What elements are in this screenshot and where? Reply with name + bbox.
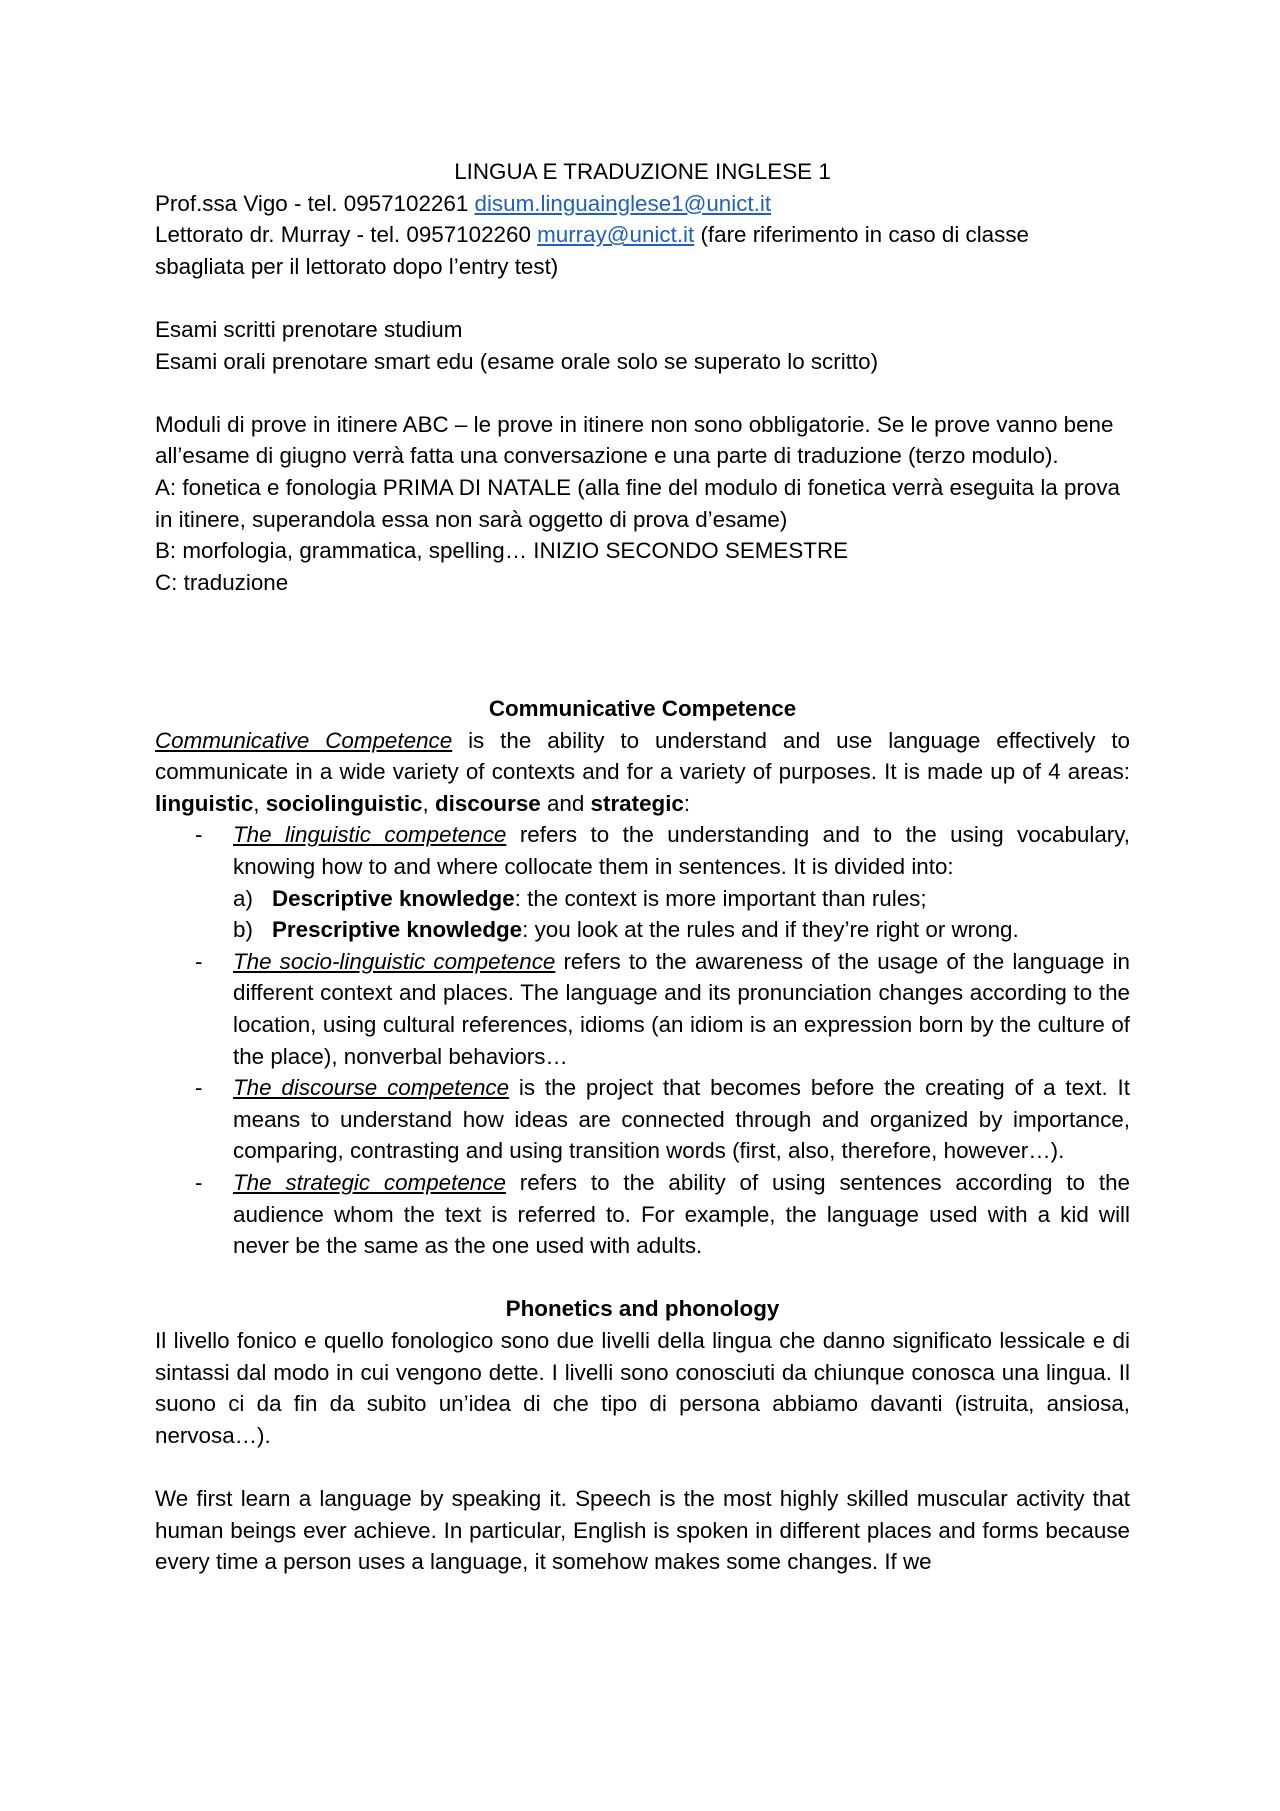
list-item-term: The strategic competence — [233, 1170, 506, 1196]
module-a: A: fonetica e fonologia PRIMA DI NATALE (alla fine del modulo di fonetica verrà eseguita la prova in itinere, superandola essa non sarà oggetto di prova d’esame) — [155, 474, 1120, 532]
spacer — [155, 377, 1130, 409]
list-item-term: The discourse competence — [233, 1075, 510, 1101]
separator: and — [540, 790, 591, 816]
list-item-discourse — [155, 1072, 1130, 1167]
professor-contact — [155, 188, 1130, 220]
professor-email-link[interactable]: disum.linguainglese1@unict.it — [474, 190, 772, 216]
area-linguistic: linguistic — [155, 790, 254, 816]
phonetics-paragraph-2: We first learn a language by speaking it. Speech is the most highly skilled muscular activity that human beings ever achieve. In particular, English is spoken in different places and forms because every time a person uses a language, it somehow makes some changes. If we — [155, 1485, 1130, 1575]
sub-marker: a) — [233, 885, 253, 911]
sub-item-prescriptive — [155, 914, 1130, 946]
module-b: B: morfologia, grammatica, spelling… INIZIO SECONDO SEMESTRE — [155, 538, 849, 564]
communicative-competence-intro — [155, 725, 1130, 820]
spacer — [155, 598, 1130, 693]
intro-text: is the ability to understand and use language effectively to communicate in a wide variety of contexts and for a variety of purposes. It is made up of 4 areas: — [155, 727, 1130, 785]
separator: , — [253, 790, 266, 816]
list-item-term: The linguistic competence — [233, 822, 507, 848]
section-heading-phonetics: Phonetics and phonology — [505, 1296, 780, 1322]
dash-marker: - — [195, 1170, 203, 1196]
list-item-strategic — [155, 1167, 1130, 1262]
list-item-linguistic — [155, 819, 1130, 882]
separator: , — [422, 790, 435, 816]
lettorato-note-continued: sbagliata per il lettorato dopo l’entry test) — [155, 253, 559, 279]
area-discourse: discourse — [434, 790, 541, 816]
phonetics-paragraph-1: Il livello fonico e quello fonologico sono due livelli della lingua che danno significato lessicale e di sintassi dal modo in cui vengono dette. I livelli sono conosciuti da chiunque conosca una lingua. Il suono ci da fin da subito un’idea di che tipo di persona abbiamo davanti (istruita, ansiosa, nervosa…). — [155, 1327, 1130, 1448]
spacer — [155, 1262, 1130, 1294]
list-item-term: The socio-linguistic competence — [233, 948, 556, 974]
sub-item-term: Prescriptive knowledge — [272, 917, 523, 943]
document-title: LINGUA E TRADUZIONE INGLESE 1 — [454, 159, 831, 184]
spacer — [155, 1451, 1130, 1483]
section-heading-communicative-competence: Communicative Competence — [488, 696, 797, 722]
list-item-text: refers to the understanding and to the using vocabulary, knowing how to and where collocate them in sentences. It is divided into: — [233, 822, 1130, 880]
modules-intro: Moduli di prove in itinere ABC – le prove in itinere non sono obbligatorie. Se le prove vanno bene all’esame di giugno verrà fatta una conversazione e una parte di traduzione (terzo modulo). — [155, 411, 1114, 469]
list-item-text: refers to the ability of using sentences according to the audience whom the text is referred to. For example, the language used with a kid will never be the same as the one used with adults. — [233, 1170, 1130, 1259]
list-item-socio-linguistic — [155, 946, 1130, 1072]
area-strategic: strategic — [590, 790, 684, 816]
sub-marker: b) — [233, 917, 253, 943]
sub-item-descriptive — [155, 883, 1130, 915]
list-item-text: refers to the awareness of the usage of the language in different context and places. The language and its pronunciation changes according to the location, using cultural references, idioms (an idiom is an expression born by the culture of the place), nonverbal behaviors… — [233, 948, 1130, 1069]
sub-item-text: : the context is more important than rules; — [514, 885, 927, 911]
area-sociolinguistic: sociolinguistic — [265, 790, 423, 816]
dash-marker: - — [195, 948, 203, 974]
module-c: C: traduzione — [155, 569, 289, 595]
dash-marker: - — [195, 1075, 203, 1101]
professor-contact-text: Prof.ssa Vigo - tel. 0957102261 — [155, 190, 475, 216]
lettorato-contact-text: Lettorato dr. Murray - tel. 0957102260 — [155, 222, 538, 248]
list-item-text: is the project that becomes before the creating of a text. It means to understand how ideas are connected through and organized by importance, comparing, contrasting and using transition words (first, also, therefore, however…). — [233, 1075, 1130, 1164]
lettorato-contact — [155, 219, 1130, 251]
oral-exams-note: Esami orali prenotare smart edu (esame orale solo se superato lo scritto) — [155, 348, 879, 374]
defined-term: Communicative Competence — [155, 727, 453, 753]
sub-item-term: Descriptive knowledge — [272, 885, 515, 911]
lettorato-email-link[interactable]: murray@unict.it — [537, 222, 695, 248]
dash-marker: - — [195, 822, 203, 848]
separator: : — [683, 790, 691, 816]
written-exams-note: Esami scritti prenotare studium — [155, 316, 463, 342]
spacer — [155, 282, 1130, 314]
lettorato-note: (fare riferimento in caso di classe — [694, 222, 1029, 248]
sub-item-text: : you look at the rules and if they’re right or wrong. — [522, 917, 1019, 943]
